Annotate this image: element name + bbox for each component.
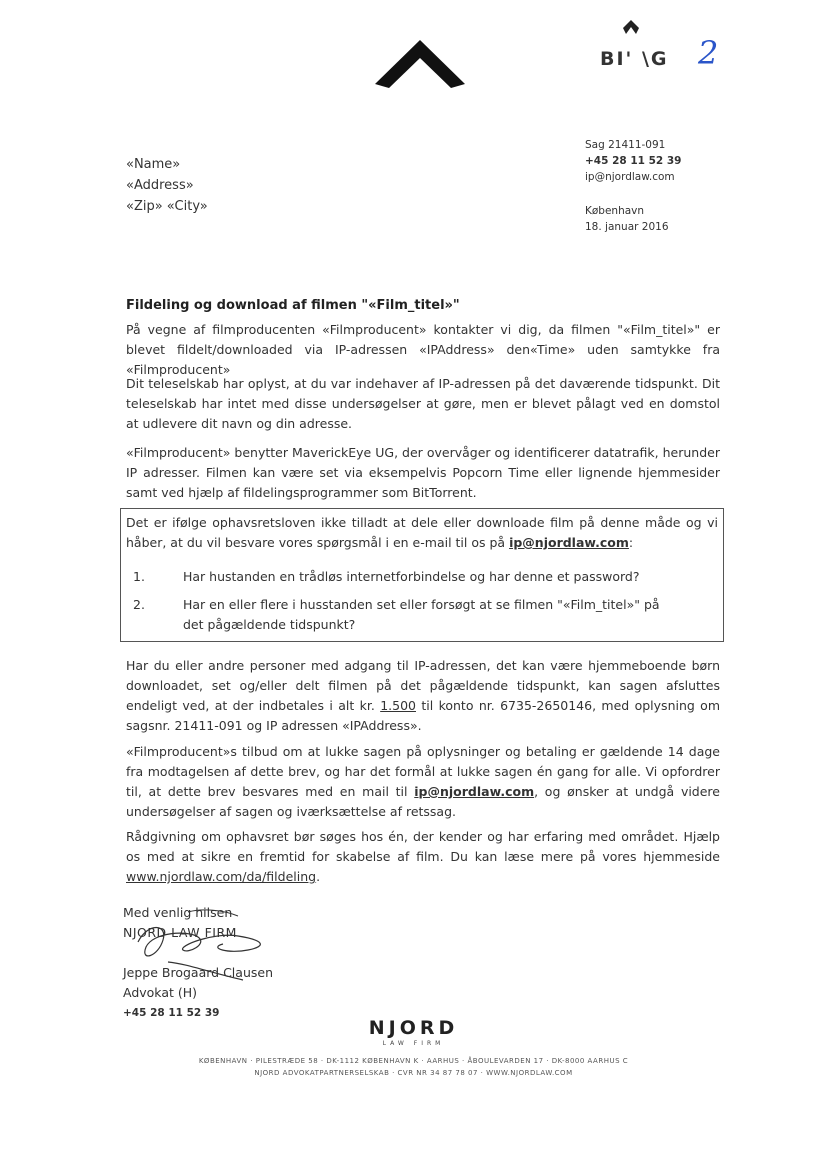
stamp-logo-icon xyxy=(623,20,639,34)
signatory-name: Jeppe Brogaard Clausen xyxy=(123,965,273,980)
paragraph-1: På vegne af filmproducenten «Filmproducent» kontakter vi dig, da filmen "«Film_titel»" er blevet fildelt/downloaded via IP-adressen «IPAddress» den«Time» uden samtykke fra «Filmproducent» xyxy=(126,322,720,377)
case-number: Sag 21411-091 xyxy=(585,139,666,151)
letter-subject: Fildeling og download af filmen "«Film_titel»" xyxy=(126,298,460,313)
email-link[interactable]: ip@njordlaw.com xyxy=(414,784,535,799)
stamp-text: BI' \G xyxy=(600,48,669,70)
sender-email: ip@njordlaw.com xyxy=(585,171,675,183)
handwritten-signature-icon xyxy=(128,902,278,982)
payment-amount: 1.500 xyxy=(380,698,416,713)
email-link[interactable]: ip@njordlaw.com xyxy=(509,535,629,550)
sender-block xyxy=(585,137,681,235)
signatory-title: Advokat (H) xyxy=(123,985,198,1000)
paragraph-3: «Filmproducent» benytter MaverickEye UG, der overvåger og identificerer datatrafik, herunder IP adresser. Filmen kan være set via eksempelvis Popcorn Time eller lignende hjemmesider samt ved hjælp af fildelingsprogrammer som BitTorrent. xyxy=(126,445,720,500)
question-text: Har en eller flere i husstanden set eller forsøgt at se filmen "«Film_titel»" på det pågældende tidspunkt? xyxy=(183,597,660,632)
question-number: 1. xyxy=(133,569,145,584)
question-text: Har hustanden en trådløs internetforbindelse og har denne et password? xyxy=(183,569,640,584)
firm-name: NJORD LAW FIRM xyxy=(123,925,237,940)
closing-greeting: Med venlig hilsen xyxy=(123,905,233,920)
signatory-phone: +45 28 11 52 39 xyxy=(123,1007,220,1019)
stamp-handwritten-number: 2 xyxy=(698,34,719,72)
recipient-name: «Name» xyxy=(126,157,181,172)
letter-date: 18. januar 2016 xyxy=(585,221,669,233)
sender-phone: +45 28 11 52 39 xyxy=(585,155,682,167)
paragraph-4: Har du eller andre personer med adgang til IP-adressen, det kan være hjemmeboende børn downloadet, set og/eller delt filmen på det pågældende tidspunkt, kan sagen afsluttes endeligt ved, at der indbetales i alt kr. 1.500 til konto nr. 6735-2650146, med oplysning om sagsnr. 21411-091 og IP adressen «IPAddress». xyxy=(126,658,721,733)
footer-logo-subtitle: LAW FIRM xyxy=(382,1040,445,1047)
recipient-address: «Address» xyxy=(126,178,194,193)
footer-logo: NJORD xyxy=(368,1017,459,1039)
chevron-up-logo-icon xyxy=(375,40,465,88)
question-number: 2. xyxy=(133,597,145,612)
letter-city: København xyxy=(585,205,645,217)
questions-box xyxy=(120,508,724,642)
paragraph-2: Dit teleselskab har oplyst, at du var indehaver af IP-adressen på det daværende tidspunkt. Dit teleselskab har intet med disse undersøgelser at gøre, men er blevet pålagt ved en domstol at udlevere dit navn og din adresse. xyxy=(126,376,720,431)
paragraph-5: «Filmproducent»s tilbud om at lukke sagen på oplysninger og betaling er gældende 14 dage fra modtagelsen af dette brev, og har det formål at lukke sagen én gang for alle. Vi opfordrer til, at dette brev besvares med en mail til ip@njordlaw.com, og ønsker at undgå videre undersøgelser af sagen og iværksættelse af retssag. xyxy=(126,744,720,819)
paragraph-6: Rådgivning om ophavsret bør søges hos én, der kender og har erfaring med området. Hjælp os med at sikre en fremtid for skabelse af film. Du kan læse mere på vores hjemmeside www.njordlaw.com/da/fildeling. xyxy=(126,829,720,884)
recipient-zip-city: «Zip» «City» xyxy=(126,199,208,214)
footer-company-info: NJORD ADVOKATPARTNERSELSKAB · CVR NR 34 87 78 07 · WWW.NJORDLAW.COM xyxy=(254,1069,573,1077)
website-link[interactable]: www.njordlaw.com/da/fildeling xyxy=(126,869,317,884)
footer-address: KØBENHAVN · PILESTRÆDE 58 · DK-1112 KØBENHAVN K · AARHUS · ÅBOULEVARDEN 17 · DK-8000 AARHUS C xyxy=(198,1057,629,1065)
questions-intro: Det er ifølge ophavsretsloven ikke tilladt at dele eller downloade film på denne måde og vi håber, at du vil besvare vores spørgsmål i en e-mail til os på ip@njordlaw.com: xyxy=(126,515,718,550)
recipient-block xyxy=(126,154,208,217)
